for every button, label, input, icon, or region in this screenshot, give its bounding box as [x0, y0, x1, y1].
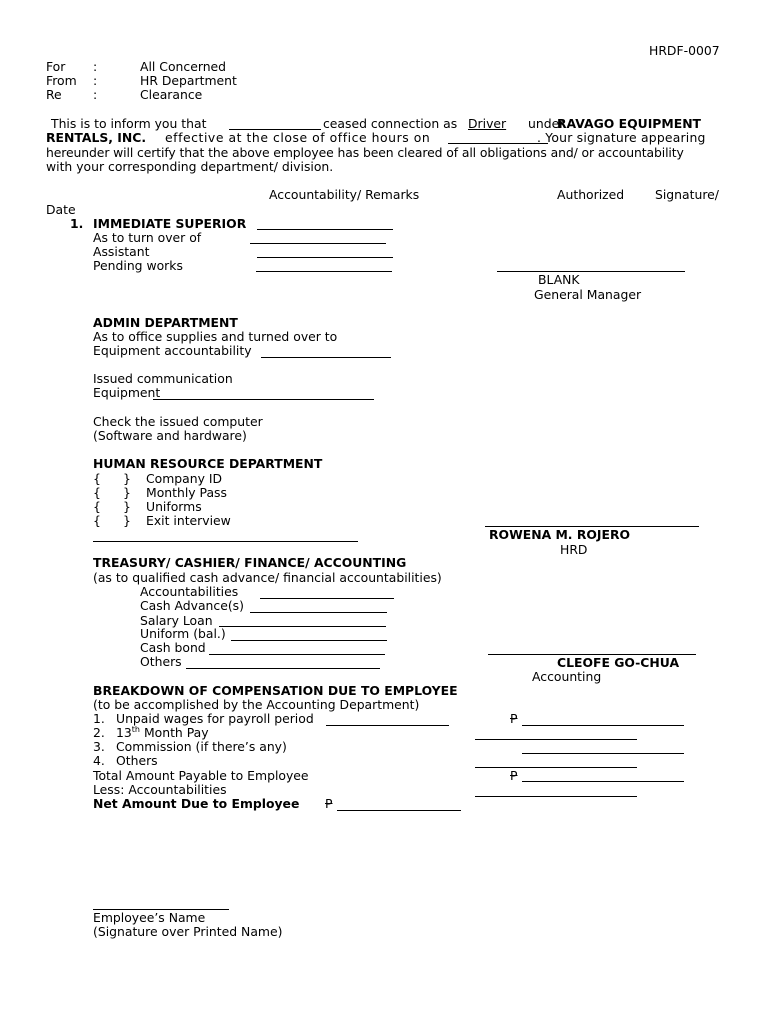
checkbox-close: } — [123, 485, 131, 500]
salary-loan-line — [219, 626, 386, 627]
superior-sign-name: BLANK — [538, 272, 580, 287]
signature-heading: Signature/ — [655, 187, 719, 202]
section-title: BREAKDOWN OF COMPENSATION DUE TO EMPLOYEE — [93, 683, 458, 698]
section-number: 1. — [70, 216, 84, 231]
accountabilities-line — [260, 598, 394, 599]
intro-line-3: with your corresponding department/ division. — [46, 159, 334, 174]
intro-line-2: hereunder will certify that the above employee has been cleared of all obligations and/ or accountability — [46, 145, 684, 160]
intro-text-1: This is to inform you that — [51, 116, 207, 131]
document-code: HRDF-0007 — [649, 43, 720, 58]
checkbox-open: { — [93, 513, 101, 528]
intro-text-2: ceased connection as — [323, 116, 458, 131]
item-number: 1. — [93, 711, 105, 726]
accounting-sign-name: CLEOFE GO-CHUA — [557, 655, 680, 670]
cash-bond-line — [209, 654, 385, 655]
checkbox-close: } — [123, 471, 131, 486]
re-colon: : — [93, 87, 98, 102]
admin-line-3: Issued communication — [93, 371, 233, 386]
others-comp-label: Others — [116, 753, 158, 768]
authorized-heading: Authorized — [557, 187, 625, 202]
employee-name-label: Employee’s Name — [93, 910, 206, 925]
section-title: TREASURY/ CASHIER/ FINANCE/ ACCOUNTING — [93, 555, 407, 570]
item-number: 4. — [93, 753, 105, 768]
admin-line-6: (Software and hardware) — [93, 428, 247, 443]
accounting-sign-title: Accounting — [532, 669, 602, 684]
less-accountabilities-label: Less: Accountabilities — [93, 782, 227, 797]
unpaid-wages-amount-line — [522, 725, 684, 726]
superior-remarks-line — [257, 229, 393, 230]
for-label: For — [46, 59, 66, 74]
assistant-line — [257, 257, 393, 258]
salary-loan-label: Salary Loan — [140, 613, 213, 628]
accountabilities-label: Accountabilities — [140, 584, 239, 599]
monthly-pass-label: Monthly Pass — [146, 485, 227, 500]
section-subtitle: (to be accomplished by the Accounting Department) — [93, 697, 420, 712]
item-number: 2. — [93, 725, 105, 740]
hr-remarks-line — [93, 541, 358, 542]
company-id-label: Company ID — [146, 471, 223, 486]
section-title: ADMIN DEPARTMENT — [93, 315, 238, 330]
turnover-line — [250, 243, 386, 244]
superior-sign-title: General Manager — [534, 287, 642, 302]
cash-advance-label: Cash Advance(s) — [140, 598, 244, 613]
net-amount-label: Net Amount Due to Employee — [93, 796, 300, 811]
checkbox-close: } — [123, 499, 131, 514]
net-amount-line — [337, 810, 461, 811]
intro-text-4: effective at the close of office hours on — [165, 130, 431, 145]
company-name-a: RAVAGO EQUIPMENT — [557, 116, 702, 131]
assistant-label: Assistant — [93, 244, 150, 259]
commission-label: Commission (if there’s any) — [116, 739, 287, 754]
checkbox-open: { — [93, 485, 101, 500]
less-accountabilities-amount-line — [475, 796, 637, 797]
for-colon: : — [93, 59, 98, 74]
effective-date-blank — [448, 143, 548, 144]
total-payable-label: Total Amount Payable to Employee — [93, 768, 309, 783]
superior-signature-line — [497, 271, 685, 272]
thirteenth-month-label: 13th Month Pay — [116, 724, 209, 740]
from-label: From — [46, 73, 77, 88]
company-name-b: RENTALS, INC. — [46, 130, 147, 145]
others-amount-line — [475, 767, 637, 768]
currency-symbol: P — [510, 711, 518, 726]
position-value: Driver — [468, 116, 507, 131]
hr-sign-title: HRD — [560, 542, 588, 557]
checkbox-open: { — [93, 471, 101, 486]
turnover-label: As to turn over of — [93, 230, 202, 245]
from-value: HR Department — [140, 73, 237, 88]
currency-symbol: P — [325, 796, 333, 811]
pending-works-label: Pending works — [93, 258, 183, 273]
hr-sign-name: ROWENA M. ROJERO — [489, 527, 631, 542]
for-value: All Concerned — [140, 59, 227, 74]
re-label: Re — [46, 87, 62, 102]
section-subtitle: (as to qualified cash advance/ financial accountabilities) — [93, 570, 442, 585]
unpaid-wages-label: Unpaid wages for payroll period — [116, 711, 314, 726]
re-value: Clearance — [140, 87, 203, 102]
uniform-balance-line — [231, 640, 387, 641]
section-title: IMMEDIATE SUPERIOR — [93, 216, 247, 231]
cash-bond-label: Cash bond — [140, 640, 206, 655]
signature-instruction: (Signature over Printed Name) — [93, 924, 283, 939]
currency-symbol: P — [510, 768, 518, 783]
item-number: 3. — [93, 739, 105, 754]
total-payable-amount-line — [522, 781, 684, 782]
uniforms-label: Uniforms — [146, 499, 202, 514]
date-heading: Date — [46, 202, 76, 217]
exit-interview-label: Exit interview — [146, 513, 231, 528]
from-colon: : — [93, 73, 98, 88]
communication-equipment-line — [153, 399, 374, 400]
pending-works-line — [256, 271, 392, 272]
checkbox-close: } — [123, 513, 131, 528]
equipment-accountability-line — [261, 357, 391, 358]
admin-line-5: Check the issued computer — [93, 414, 263, 429]
intro-text-5: . Your signature appearing — [537, 130, 706, 145]
thirteenth-month-amount-line — [475, 739, 637, 740]
intro-text-3: under — [528, 116, 565, 131]
checkbox-open: { — [93, 499, 101, 514]
commission-amount-line — [522, 753, 684, 754]
others-line — [186, 668, 380, 669]
admin-line-4: Equipment — [93, 385, 161, 400]
admin-line-2: Equipment accountability — [93, 343, 252, 358]
uniform-balance-label: Uniform (bal.) — [140, 626, 226, 641]
cash-advance-line — [250, 612, 387, 613]
section-title: HUMAN RESOURCE DEPARTMENT — [93, 456, 323, 471]
payroll-period-line — [326, 725, 449, 726]
others-label: Others — [140, 654, 182, 669]
remarks-heading: Accountability/ Remarks — [269, 187, 420, 202]
admin-line-1: As to office supplies and turned over to — [93, 329, 338, 344]
